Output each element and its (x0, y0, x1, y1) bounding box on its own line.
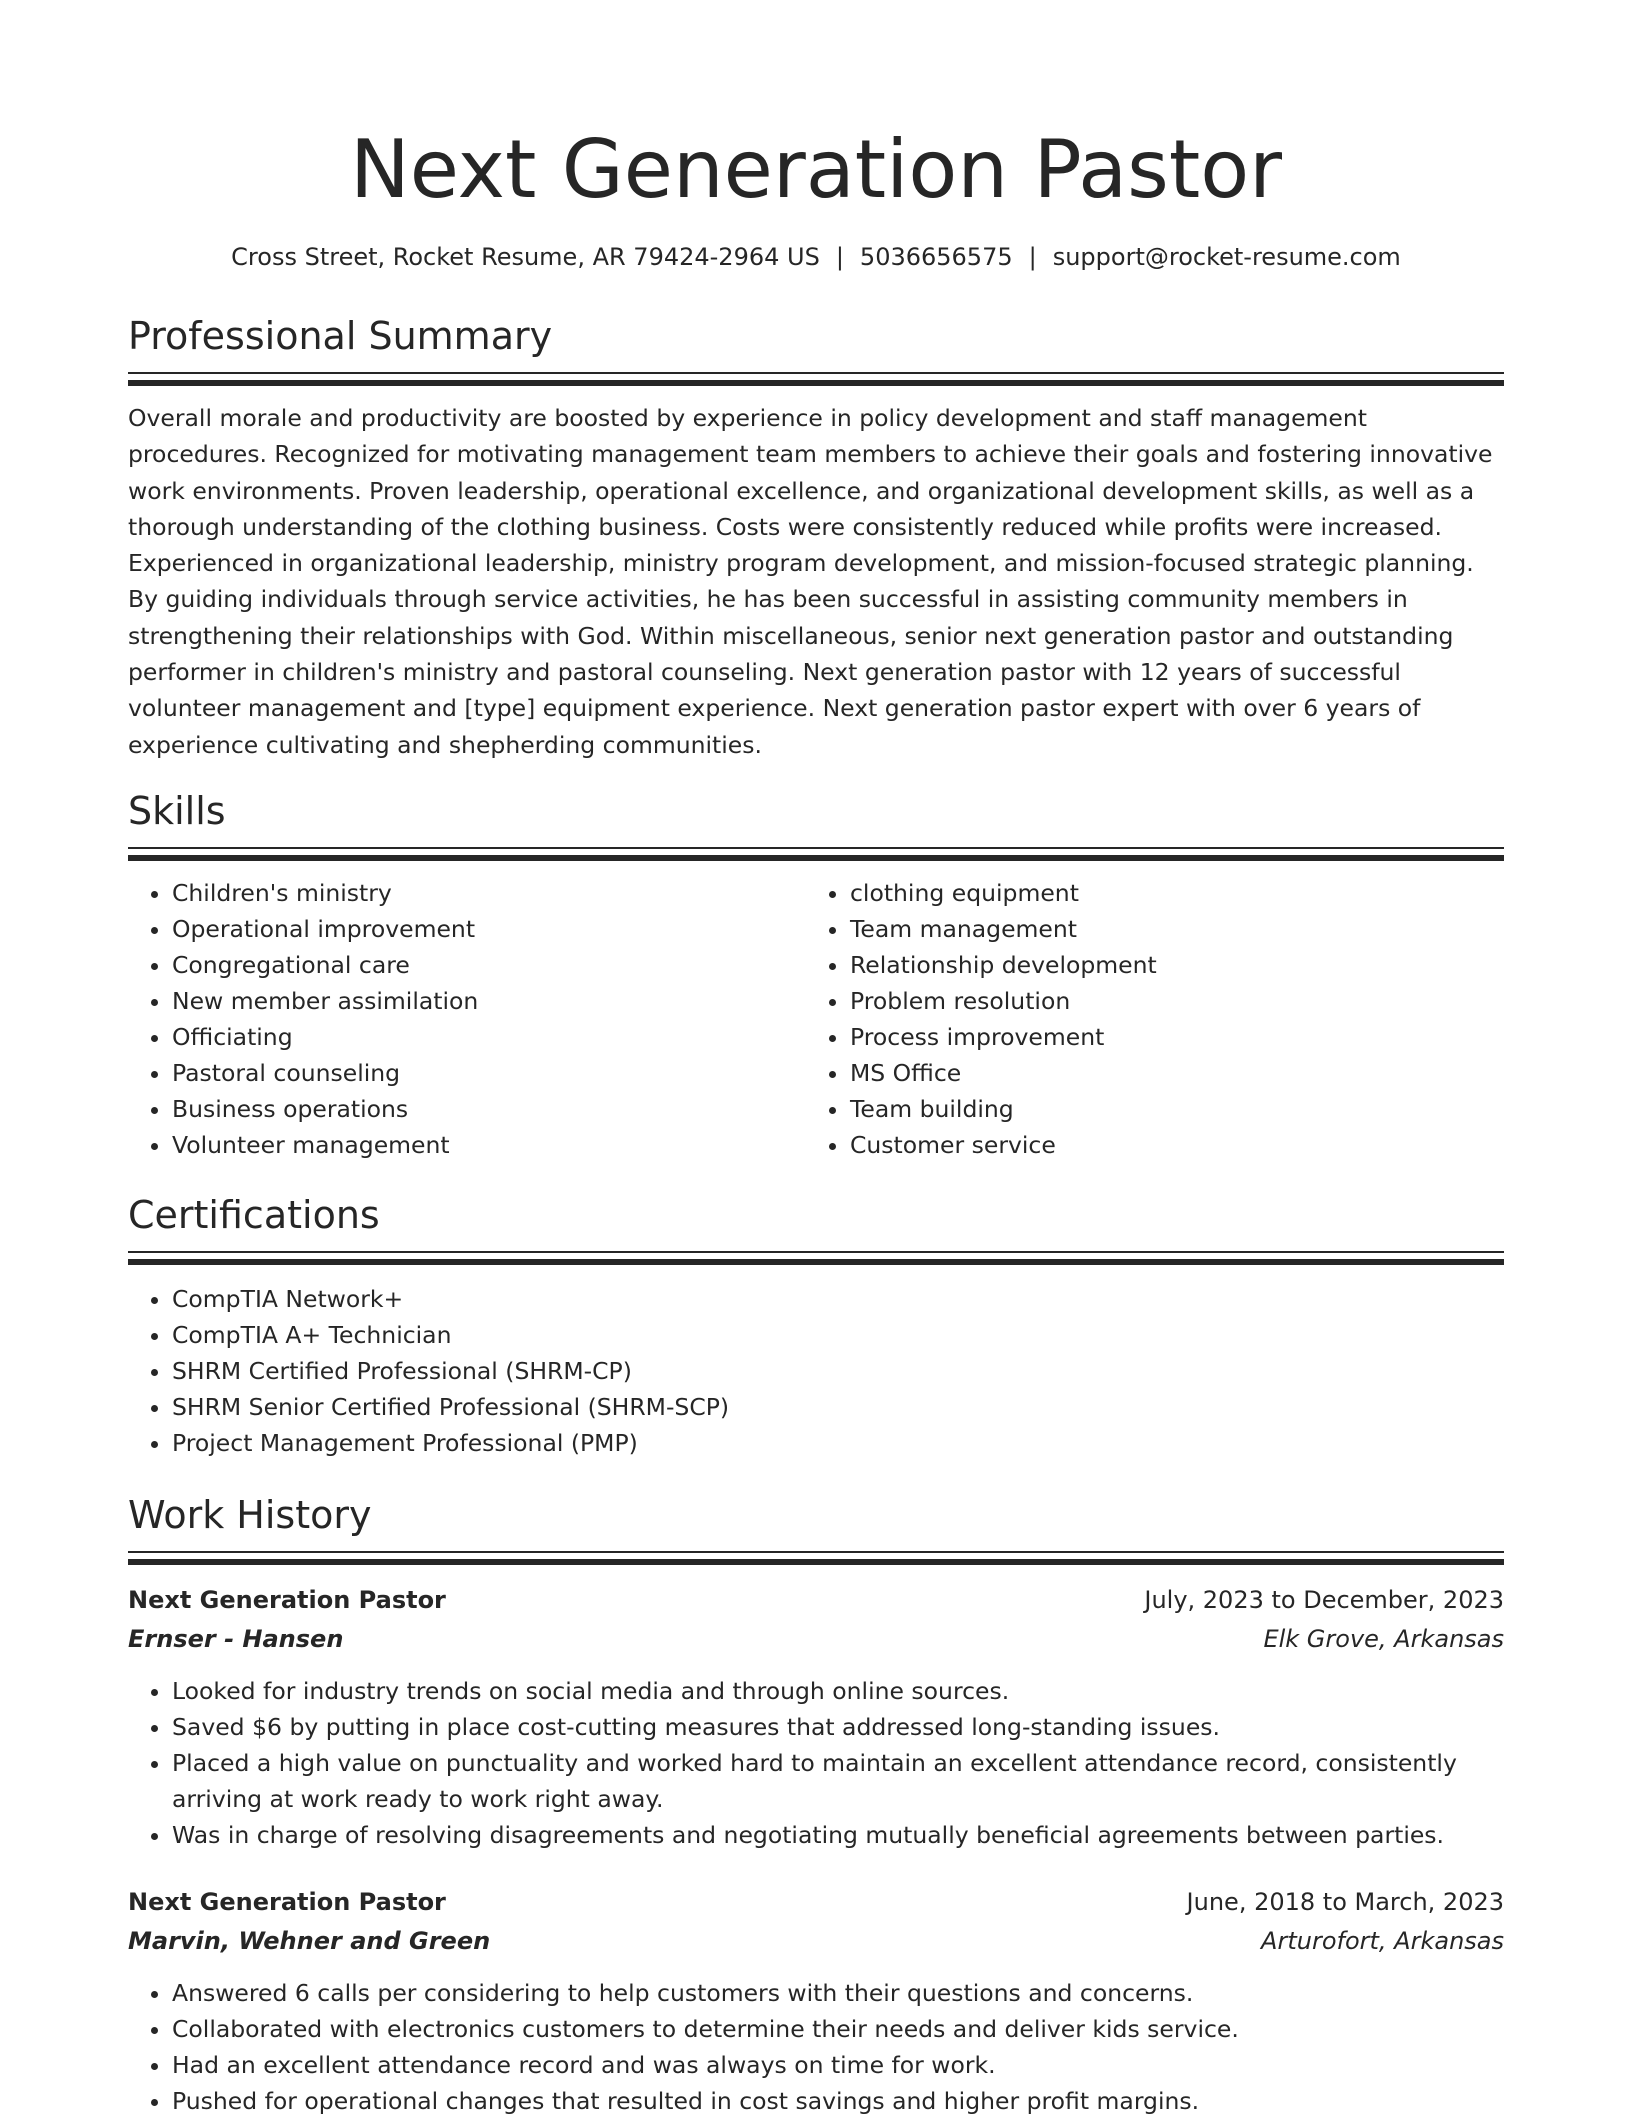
skills-columns (128, 875, 1504, 1163)
section-rule (128, 847, 1504, 849)
job-company: Ernser - Hansen (128, 1624, 344, 1653)
skills-list-left (128, 875, 806, 1163)
contact-separator: | (1028, 243, 1037, 271)
section-rule (128, 1551, 1504, 1553)
job-dates: June, 2018 to March, 2023 (1186, 1887, 1504, 1916)
job-company: Marvin, Wehner and Green (128, 1926, 491, 1955)
section-title-work-history: Work History (128, 1492, 372, 1537)
contact-email: support@rocket-resume.com (1052, 243, 1401, 271)
skills-list-right (806, 875, 1484, 1163)
skill-item: • Children's ministry (172, 875, 806, 911)
certification-item: • SHRM Senior Certified Professional (SHRM-SCP) (172, 1389, 1504, 1425)
certification-item: • CompTIA Network+ (172, 1281, 1504, 1317)
job-bullet: • Was in charge of resolving disagreements and negotiating mutually beneficial agreements between parties. (172, 1817, 1504, 1853)
job-title: Next Generation Pastor (128, 1585, 446, 1614)
contact-separator: | (835, 243, 844, 271)
job-bullet: • Pushed for operational changes that resulted in cost savings and higher profit margins. (172, 2083, 1504, 2119)
work-history-section (128, 1491, 1504, 2119)
job-title: Next Generation Pastor (128, 1887, 446, 1916)
skill-item: • Operational improvement (172, 911, 806, 947)
skill-item: • Congregational care (172, 947, 806, 983)
section-title-certifications: Certifications (128, 1192, 380, 1237)
section-rule-thick (128, 1559, 1504, 1565)
job-subheader-row (128, 1620, 1504, 1659)
skill-item: • Team building (850, 1091, 1484, 1127)
certification-item: • CompTIA A+ Technician (172, 1317, 1504, 1353)
contact-phone: 5036656575 (859, 243, 1013, 271)
skill-item: • MS Office (850, 1055, 1484, 1091)
skill-item: • Relationship development (850, 947, 1484, 983)
skills-left-column (128, 875, 806, 1163)
skill-item: • clothing equipment (850, 875, 1484, 911)
certifications-list (128, 1281, 1504, 1461)
job-bullets (128, 1975, 1504, 2119)
contact-address: Cross Street, Rocket Resume, AR 79424-2964 US (231, 243, 820, 271)
skills-section (128, 787, 1504, 1163)
professional-summary-section (128, 312, 1504, 763)
job-subheader-row (128, 1922, 1504, 1961)
certification-item: • Project Management Professional (PMP) (172, 1425, 1504, 1461)
section-title-summary: Professional Summary (128, 314, 553, 358)
contact-line (128, 240, 1504, 274)
skill-item: • Team management (850, 911, 1484, 947)
section-title-skills: Skills (128, 788, 226, 833)
job-bullet: • Looked for industry trends on social media and through online sources. (172, 1673, 1504, 1709)
job-header-row (128, 1883, 1504, 1922)
job-bullet: • Answered 6 calls per considering to help customers with their questions and concerns. (172, 1975, 1504, 2011)
job-dates: July, 2023 to December, 2023 (1144, 1585, 1504, 1614)
skill-item: • Customer service (850, 1127, 1484, 1163)
summary-text: Overall morale and productivity are boosted by experience in policy development and staff management procedures. Recognized for motivating management team members to achieve their goals and fostering innovative work environments. Proven leadership, operational excellence, and organizational development skills, as well as a thorough understanding of the clothing business. Costs were consistently reduced while profits were increased. Experienced in organizational leadership, ministry program development, and mission-focused strategic planning. By guiding individuals through service activities, he has been successful in assisting community members in strengthening their relationships with God. Within miscellaneous, senior next generation pastor and outstanding performer in children's ministry and pastoral counseling. Next generation pastor with 12 years of successful volunteer management and [type] equipment experience. Next generation pastor expert with over 6 years of experience cultivating and shepherding communities. (128, 404, 1493, 759)
skill-item: • Officiating (172, 1019, 806, 1055)
certifications-section (128, 1191, 1504, 1461)
job-entry (128, 1581, 1504, 1853)
job-entry (128, 1883, 1504, 2119)
skill-item: • Process improvement (850, 1019, 1484, 1055)
skill-item: • Pastoral counseling (172, 1055, 806, 1091)
job-bullet: • Saved $6 by putting in place cost-cutting measures that addressed long-standing issues. (172, 1709, 1504, 1745)
job-location: Elk Grove, Arkansas (1263, 1624, 1504, 1653)
section-rule-thick (128, 855, 1504, 861)
job-bullet: • Collaborated with electronics customers to determine their needs and deliver kids service. (172, 2011, 1504, 2047)
certification-item: • SHRM Certified Professional (SHRM-CP) (172, 1353, 1504, 1389)
job-bullet: • Had an excellent attendance record and was always on time for work. (172, 2047, 1504, 2083)
section-rule-thick (128, 1259, 1504, 1265)
section-rule (128, 1251, 1504, 1253)
skills-right-column (806, 875, 1484, 1163)
candidate-name: Next Generation Pastor (349, 123, 1283, 216)
skill-item: • Business operations (172, 1091, 806, 1127)
skill-item: • New member assimilation (172, 983, 806, 1019)
job-location: Arturofort, Arkansas (1261, 1926, 1504, 1955)
skill-item: • Problem resolution (850, 983, 1484, 1019)
job-bullet: • Placed a high value on punctuality and worked hard to maintain an excellent attendance record, consistently arriving at work ready to work right away. (172, 1745, 1504, 1817)
job-header-row (128, 1581, 1504, 1620)
section-rule-thick (128, 380, 1504, 386)
resume-page (128, 0, 1504, 2119)
skill-item: • Volunteer management (172, 1127, 806, 1163)
section-rule (128, 372, 1504, 374)
job-bullets (128, 1673, 1504, 1853)
